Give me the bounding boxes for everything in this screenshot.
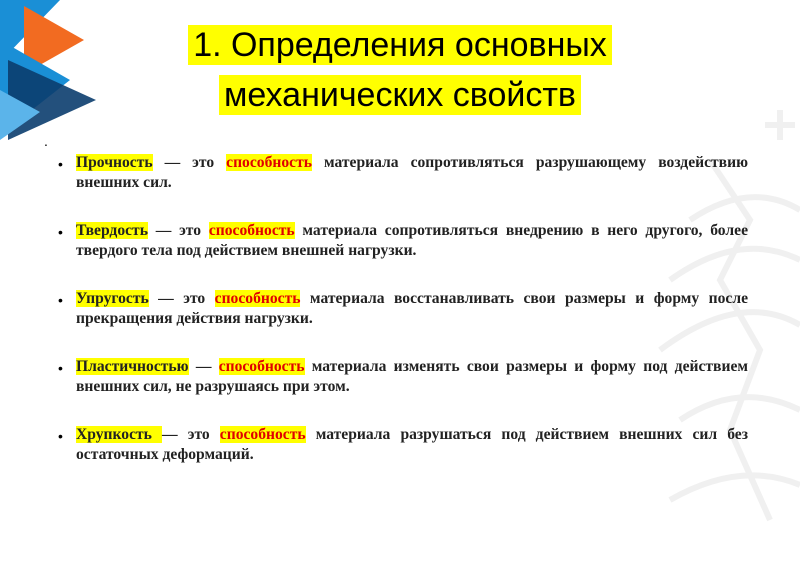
logo-triangles-icon — [0, 0, 110, 140]
term: Прочность — [76, 154, 153, 171]
bullet-icon: • — [58, 224, 63, 240]
list-item — [58, 425, 748, 465]
list-item — [58, 153, 748, 193]
stray-mark: . — [44, 133, 48, 149]
list-item — [58, 289, 748, 329]
keyword: способность — [208, 222, 295, 239]
definition-rest: материала изменять свои размеры и форму под действием внешних сил, не разрушаясь при этом. — [76, 358, 749, 395]
list-item — [58, 357, 748, 397]
separator: — это — [148, 290, 215, 307]
separator: — это — [162, 426, 220, 443]
term: Пластичностью — [76, 358, 189, 375]
definition-rest: материала сопротивляться разрушающему воздействию внешних сил. — [76, 154, 749, 191]
term: Упругость — [76, 290, 149, 307]
keyword: способность — [218, 358, 305, 375]
definition-rest: материала восстанавливать свои размеры и форму после прекращения действия нагрузки. — [76, 290, 748, 327]
definition-text — [76, 425, 748, 465]
bullet-icon: • — [58, 156, 63, 172]
definition-rest: материала сопротивляться внедрению в него другого, более твердого тела под действием внешней нагрузки. — [76, 222, 748, 259]
bullet-icon: • — [58, 428, 63, 444]
list-item — [58, 221, 748, 261]
keyword: способность — [214, 290, 301, 307]
definition-text — [76, 153, 748, 193]
definition-list — [58, 153, 748, 465]
definition-text — [76, 221, 748, 261]
keyword: способность — [226, 154, 312, 171]
definition-text — [76, 357, 748, 397]
keyword: способность — [219, 426, 306, 443]
definition-text — [76, 289, 748, 329]
page-title-line-1: 1. Определения основных — [0, 26, 800, 65]
definition-rest: материала разрушаться под действием внешних сил без остаточных деформаций. — [76, 426, 748, 463]
bullet-icon: • — [58, 292, 63, 308]
term: Твердость — [76, 222, 148, 239]
bullet-icon: • — [58, 360, 63, 376]
separator: — это — [147, 222, 209, 239]
page-title-line-2: механических свойств — [0, 76, 800, 115]
term: Хрупкость — [76, 426, 163, 443]
separator: — — [188, 358, 219, 375]
separator: — это — [152, 154, 227, 171]
